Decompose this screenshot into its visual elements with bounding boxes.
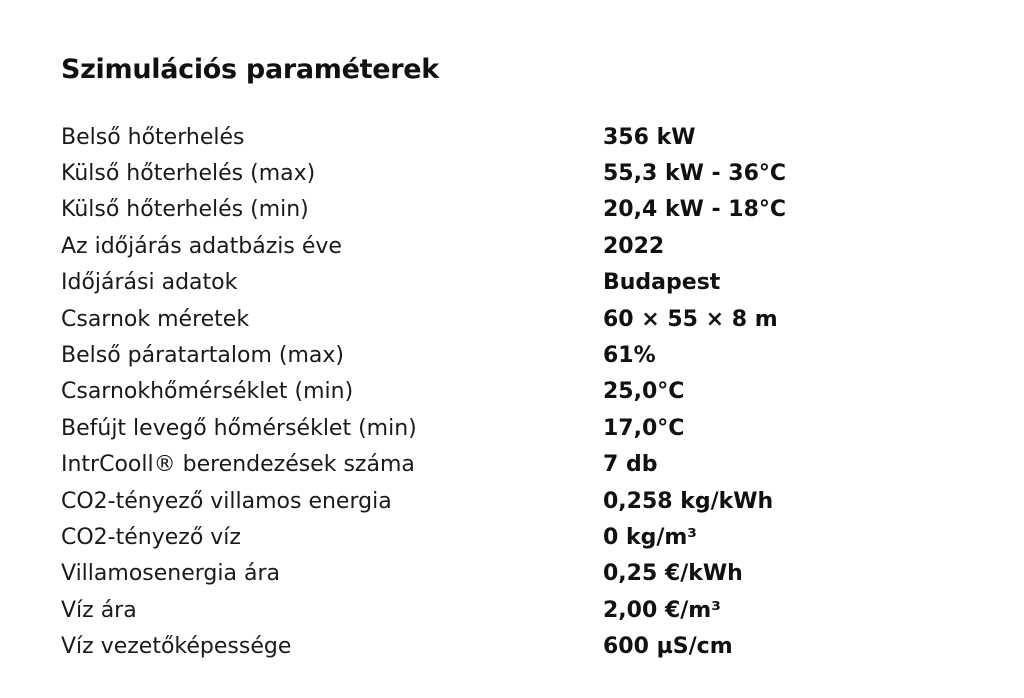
parameter-value: 20,4 kW - 18°C bbox=[603, 197, 787, 223]
parameter-value: 0,25 €/kWh bbox=[603, 561, 743, 587]
parameter-row bbox=[61, 556, 961, 592]
parameter-value: 61% bbox=[603, 343, 656, 369]
parameter-label: Villamosenergia ára bbox=[61, 561, 280, 587]
simulation-parameters-panel bbox=[61, 52, 961, 665]
parameter-row bbox=[61, 592, 961, 628]
parameter-row bbox=[61, 628, 961, 664]
parameter-label: Víz ára bbox=[61, 597, 137, 623]
parameter-row bbox=[61, 410, 961, 446]
parameter-row bbox=[61, 301, 961, 337]
parameter-label: Az időjárás adatbázis éve bbox=[61, 233, 342, 259]
parameter-label: Csarnokhőmérséklet (min) bbox=[61, 379, 354, 405]
parameter-value: 7 db bbox=[603, 452, 658, 478]
parameter-label: Belső páratartalom (max) bbox=[61, 343, 344, 369]
parameter-row bbox=[61, 228, 961, 264]
parameter-value: 55,3 kW - 36°C bbox=[603, 161, 787, 187]
parameter-value: Budapest bbox=[603, 270, 721, 296]
parameter-value: 17,0°C bbox=[603, 415, 685, 441]
parameter-label: Belső hőterhelés bbox=[61, 124, 245, 150]
parameter-row bbox=[61, 192, 961, 228]
parameter-value: 356 kW bbox=[603, 124, 696, 150]
parameter-label: Csarnok méretek bbox=[61, 306, 250, 332]
parameter-row bbox=[61, 447, 961, 483]
parameter-label: Időjárási adatok bbox=[61, 270, 238, 296]
parameter-row bbox=[61, 337, 961, 373]
parameter-value: 0,258 kg/kWh bbox=[603, 488, 774, 514]
parameter-value: 2022 bbox=[603, 233, 665, 259]
parameter-label: Befújt levegő hőmérséklet (min) bbox=[61, 415, 417, 441]
parameter-label: CO2-tényező víz bbox=[61, 524, 241, 550]
parameter-label: CO2-tényező villamos energia bbox=[61, 488, 392, 514]
parameter-value: 2,00 €/m³ bbox=[603, 597, 721, 623]
parameter-label: Külső hőterhelés (max) bbox=[61, 161, 316, 187]
parameter-label: IntrCooll® berendezések száma bbox=[61, 452, 415, 478]
parameter-row bbox=[61, 374, 961, 410]
parameter-value: 600 µS/cm bbox=[603, 634, 733, 660]
page-title: Szimulációs paraméterek bbox=[61, 54, 439, 85]
parameter-value: 0 kg/m³ bbox=[603, 524, 697, 550]
parameter-value: 25,0°C bbox=[603, 379, 685, 405]
parameter-row bbox=[61, 483, 961, 519]
parameter-row bbox=[61, 265, 961, 301]
parameter-row bbox=[61, 119, 961, 155]
parameter-list bbox=[61, 119, 961, 665]
parameter-row bbox=[61, 519, 961, 555]
parameter-row bbox=[61, 155, 961, 191]
parameter-label: Külső hőterhelés (min) bbox=[61, 197, 309, 223]
parameter-label: Víz vezetőképessége bbox=[61, 634, 292, 660]
parameter-value: 60 × 55 × 8 m bbox=[603, 306, 778, 332]
